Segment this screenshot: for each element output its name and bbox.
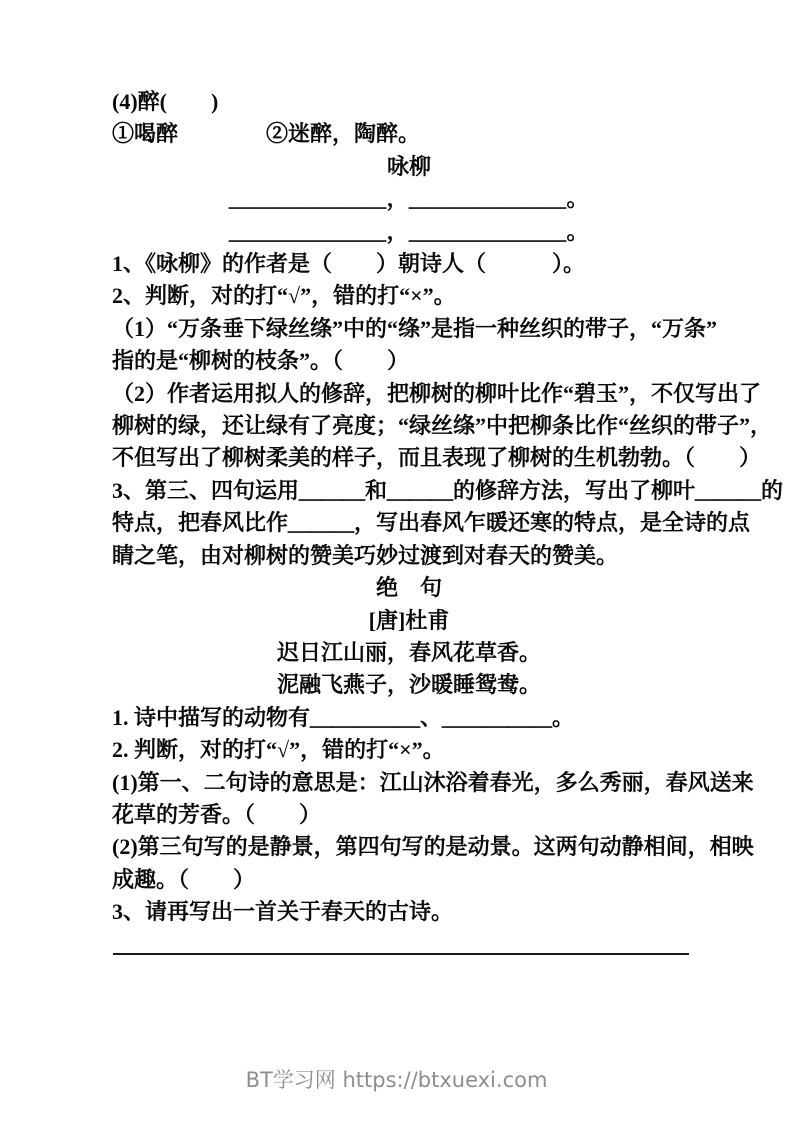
jueju-question-2-item1-line1: (1)第一、二句诗的意思是：江山沐浴着春光，多么秀丽，春风送来 — [112, 769, 754, 795]
jueju-question-2-item1-line2: 花草的芳香。（ ） — [112, 801, 322, 827]
footer-site-url-link[interactable]: https://btxuexi.com — [342, 1068, 548, 1092]
poem-yongliu-blank-line-2: ＿＿＿＿＿＿＿，＿＿＿＿＿＿＿。 — [228, 218, 589, 244]
yongliu-question-3-line2: 特点，把春风比作＿＿＿，写出春风乍暖还寒的特点，是全诗的点 — [112, 510, 751, 536]
yongliu-question-3-line1: 3、第三、四句运用＿＿＿和＿＿＿的修辞方法，写出了柳叶＿＿＿的 — [112, 477, 784, 503]
yongliu-question-2-item1-line2: 指的是“柳树的枝条”。（ ） — [112, 348, 410, 374]
jueju-question-3: 3、请再写出一首关于春天的古诗。 — [112, 899, 454, 925]
poem-yongliu-blank-line-1: ＿＿＿＿＿＿＿，＿＿＿＿＿＿＿。 — [228, 186, 589, 212]
yongliu-question-2-item2-line1: （2）作者运用拟人的修辞，把柳树的柳叶比作“碧玉”，不仅写出了 — [112, 380, 762, 406]
footer-credit — [0, 1064, 793, 1094]
vocab-item4-options: ①喝醉 ②迷醉，陶醉。 — [112, 121, 421, 147]
vocab-item4-stem: (4)醉( ) — [112, 89, 219, 114]
yongliu-question-2-item2-line3: 不但写出了柳树柔美的样子，而且表现了柳树的生机勃勃。（ ） — [112, 445, 762, 471]
poem-jueju-verse-2: 泥融飞燕子，沙暖睡鸳鸯。 — [276, 672, 541, 698]
footer-site-name: BT学习网 — [245, 1068, 336, 1092]
yongliu-question-2-item1-line1: （1）“万条垂下绿丝绦”中的“绦”是指一种丝织的带子，“万条” — [112, 315, 718, 341]
poem-jueju-title: 绝 句 — [375, 575, 442, 601]
section-divider — [113, 953, 689, 955]
yongliu-question-2: 2、判断，对的打“√”，错的打“×”。 — [112, 283, 456, 309]
yongliu-question-2-item2-line2: 柳树的绿，还让绿有了亮度；“绿丝绦”中把柳条比作“丝织的带子”， — [112, 413, 773, 439]
yongliu-question-3-line3: 睛之笔，由对柳树的赞美巧妙过渡到对春天的赞美。 — [112, 542, 619, 568]
yongliu-question-1: 1、《咏柳》的作者是（ ）朝诗人（ ）。 — [112, 251, 586, 277]
worksheet-content — [112, 86, 784, 929]
poem-jueju-author: [唐]杜甫 — [368, 607, 450, 633]
jueju-question-1: 1. 诗中描写的动物有＿＿＿＿＿、＿＿＿＿＿。 — [112, 704, 575, 730]
jueju-question-2-item2-line1: (2)第三句写的是静景，第四句写的是动景。这两句动静相间，相映 — [112, 834, 754, 860]
poem-yongliu-title: 咏柳 — [386, 153, 431, 179]
jueju-question-2: 2. 判断，对的打“√”，错的打“×”。 — [112, 737, 445, 763]
jueju-question-2-item2-line2: 成趣。（ ） — [112, 866, 256, 892]
poem-jueju-verse-1: 迟日江山丽，春风花草香。 — [276, 639, 541, 665]
